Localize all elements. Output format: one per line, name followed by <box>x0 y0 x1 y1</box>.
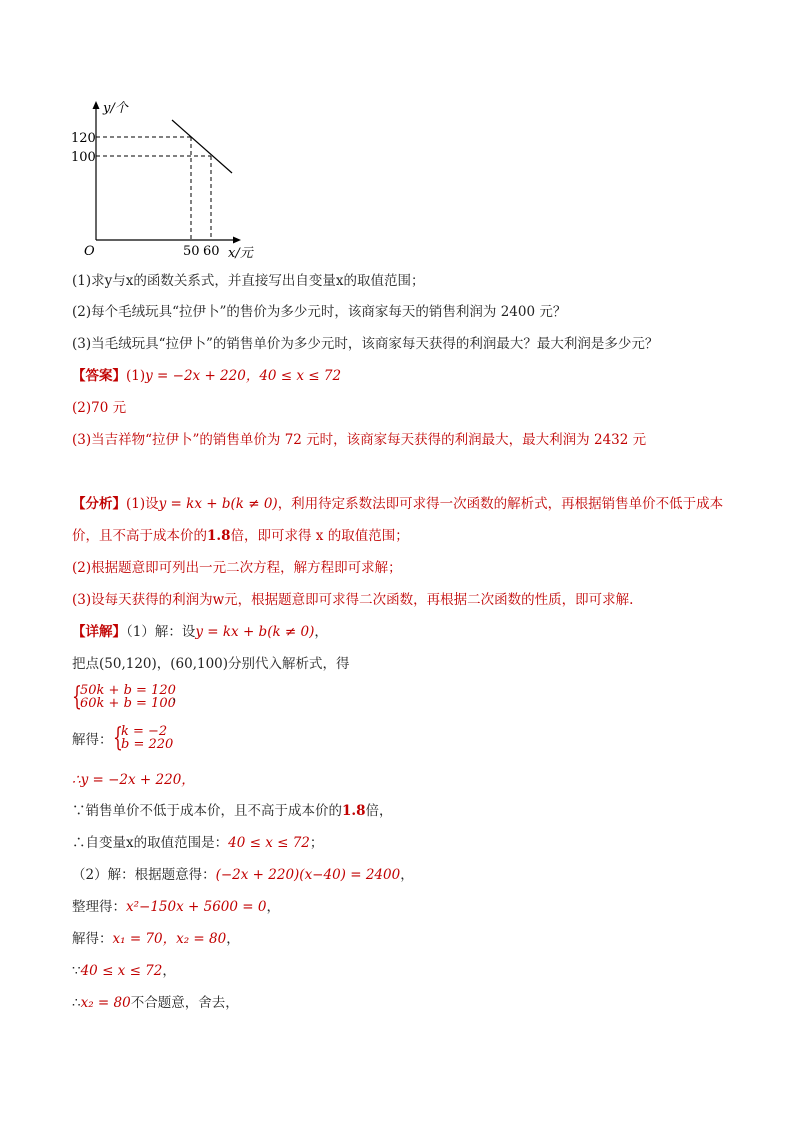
analysis-line-4: (3)设每天获得的利润为w元，根据题意即可求得二次函数，再根据二次函数的性质，即可求解. <box>72 592 634 608</box>
detail-6-math: 40 ≤ x ≤ 72 <box>228 835 310 851</box>
detail-line-3: 解得： <box>72 732 113 748</box>
system-2-row-2: b = 220 <box>121 737 174 752</box>
answer-line-2: (2)70 元 <box>72 400 127 416</box>
detail-11a: ∴ <box>72 995 81 1011</box>
detail-7b: ， <box>400 867 414 883</box>
detail-line-8 <box>72 897 280 917</box>
origin-label: O <box>84 244 95 259</box>
detail-5-num: 1.8 <box>342 803 366 819</box>
detail-5b: 倍， <box>365 803 393 819</box>
analysis-tag: 【分析】 <box>72 496 126 512</box>
detail-8b: ， <box>266 899 280 915</box>
y-axis-arrow <box>93 101 100 109</box>
detail-10a: ∵ <box>72 963 81 979</box>
detail-line-10 <box>72 961 176 981</box>
analysis-2-num: 1.8 <box>207 528 231 544</box>
detail-10-math: 40 ≤ x ≤ 72 <box>80 963 163 979</box>
detail-tag: 【详解】 <box>72 624 126 640</box>
y-axis-label: y/个 <box>103 101 128 116</box>
analysis-2b: 倍，即可求得 x 的取值范围； <box>230 528 409 544</box>
brace-icon: { <box>72 682 82 712</box>
analysis-2a: 价，且不高于成本价的 <box>72 528 207 544</box>
x-axis-label: x/元 <box>228 246 253 261</box>
detail-6a: ∴自变量x的取值范围是： <box>72 835 229 851</box>
detail-line-4: ∴y = −2x + 220， <box>72 772 195 788</box>
detail-8a: 整理得： <box>72 899 126 915</box>
detail-9b: ， <box>226 931 240 947</box>
equation-system-2 <box>113 725 193 753</box>
system-2-row-1: k = −2 <box>121 724 168 739</box>
detail-line-7 <box>72 865 414 885</box>
detail-11b: 不合题意，舍去， <box>130 995 239 1011</box>
system-1-row-2: 60k + b = 100 <box>80 696 176 711</box>
detail-7a: （2）解：根据题意得： <box>72 867 216 883</box>
detail-1-math: y = kx + b(k ≠ 0) <box>195 624 315 640</box>
detail-1b: ， <box>314 624 328 640</box>
x-tick-label-50: 50 <box>183 244 200 259</box>
detail-9-math: x₁ = 70，x₂ = 80 <box>112 931 227 947</box>
detail-line-11 <box>72 993 239 1013</box>
answer-line-3: (3)当吉祥物“拉伊卜”的销售单价为 72 元时，该商家每天获得的利润最大，最大利润为 2432 元 <box>72 432 647 448</box>
analysis-line-3: (2)根据题意即可列出一元二次方程，解方程即可求解； <box>72 560 402 576</box>
equation-system-1 <box>72 684 272 712</box>
analysis-1b: ，利用待定系数法即可求得一次函数的解析式，再根据销售单价不低于成本 <box>277 496 724 512</box>
detail-line-6 <box>72 833 323 853</box>
system-1-tail: ， <box>172 689 186 704</box>
detail-1a: （1）解：设 <box>126 624 196 640</box>
detail-5a: ∵销售单价不低于成本价，且不高于成本价的 <box>72 803 342 819</box>
function-graph <box>60 95 270 270</box>
y-tick-label-100: 100 <box>71 150 96 165</box>
analysis-line-2 <box>72 526 409 546</box>
analysis-line-1 <box>72 494 723 514</box>
detail-line-5 <box>72 801 393 821</box>
detail-line-1 <box>72 622 328 642</box>
detail-11-math: x₂ = 80 <box>80 995 131 1011</box>
analysis-1-math: y = kx + b(k ≠ 0) <box>158 496 278 512</box>
detail-line-2: 把点(50,120)，(60,100)分别代入解析式，得 <box>72 656 350 672</box>
question-2: (2)每个毛绒玩具“拉伊卜”的售价为多少元时，该商家每天的销售利润为 2400 元？ <box>72 304 567 320</box>
question-1: (1)求y与x的函数关系式，并直接写出自变量x的取值范围； <box>72 273 425 289</box>
function-line <box>172 120 232 173</box>
question-3: (3)当毛绒玩具“拉伊卜”的销售单价为多少元时，该商家每天获得的利润最大？最大利润是多少元？ <box>72 336 659 352</box>
answer-1-prefix: (1) <box>126 368 146 384</box>
detail-8-math: x²−150x + 5600 = 0 <box>126 899 267 915</box>
detail-line-9 <box>72 929 240 949</box>
detail-10b: ， <box>162 963 176 979</box>
detail-9a: 解得： <box>72 931 113 947</box>
answer-1-math: y = −2x + 220，40 ≤ x ≤ 72 <box>145 368 342 384</box>
answer-tag: 【答案】 <box>72 368 126 384</box>
detail-7-math: (−2x + 220)(x−40) = 2400 <box>215 867 401 883</box>
x-tick-label-60: 60 <box>203 244 220 259</box>
detail-6b: ； <box>309 835 324 851</box>
system-1-row-1: 50k + b = 120 <box>80 683 176 698</box>
brace-icon: { <box>113 723 123 753</box>
x-axis-arrow <box>233 237 241 244</box>
y-tick-label-120: 120 <box>71 131 96 146</box>
analysis-1a: (1)设 <box>126 496 159 512</box>
answer-line-1 <box>72 366 341 386</box>
